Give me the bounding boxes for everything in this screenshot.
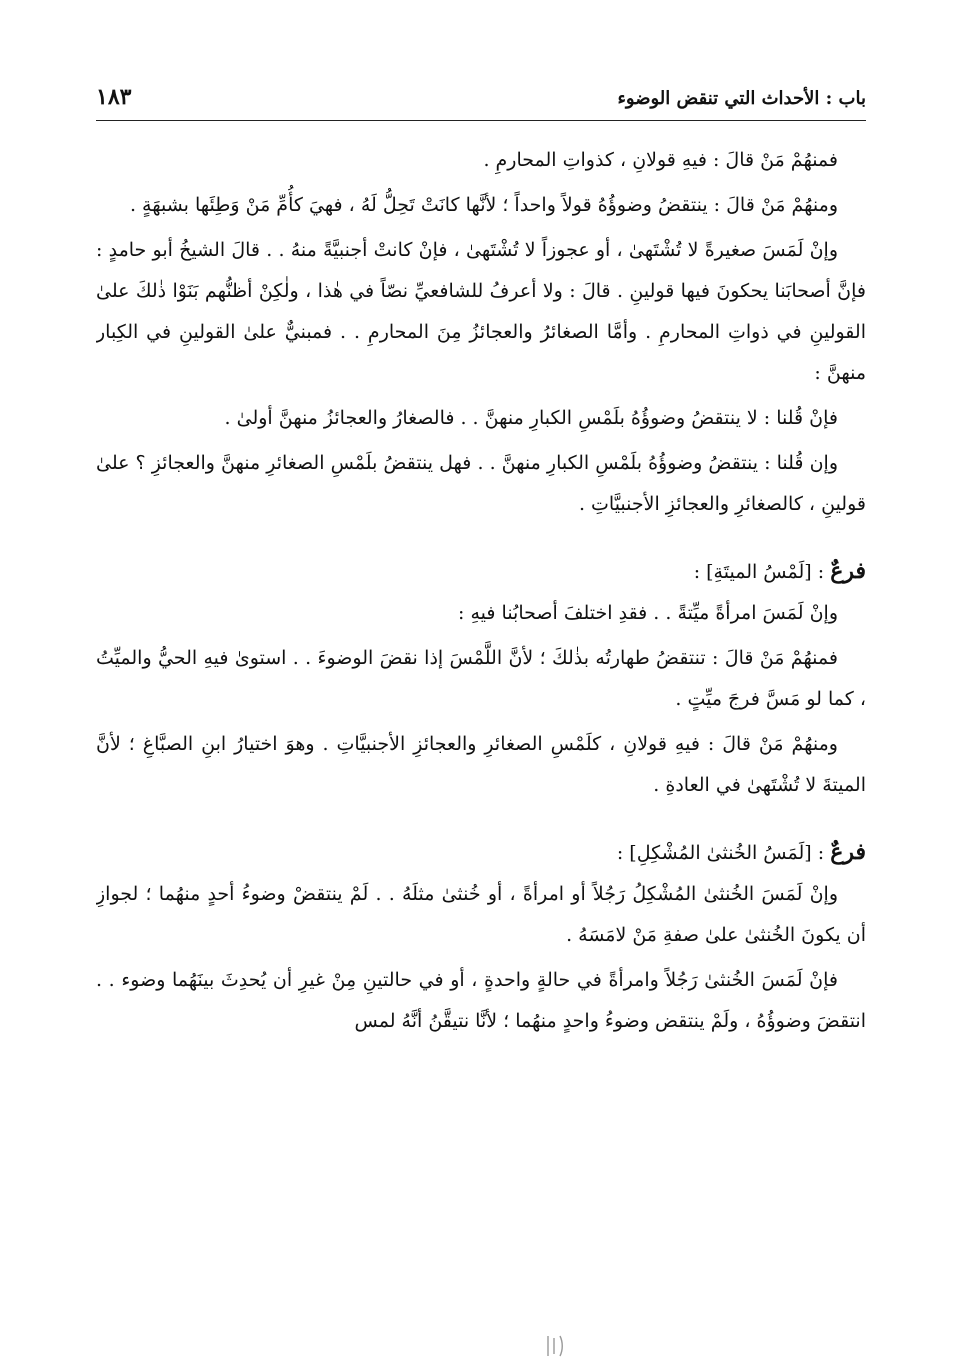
paragraph: فمنهُمْ مَنْ قالَ : تنتقضُ طهارتُه بذٰلكَ ؛ لأنَّ اللَّمْسَ إذا نقضَ الوضوءَ . . استوىٰ فيهِ الحيُّ والميِّتُ ، كما لو مَسَّ فرجَ ميِّتٍ . [96, 647, 866, 710]
running-title: باب : الأحداث التي تنقض الوضوء [617, 88, 866, 109]
paragraph: وإنْ لَمَسَ صغيرةً لا تُشْتَهىٰ ، أو عجوزاً لا تُشْتَهىٰ ، فإنْ كانتْ أجنبيَّةً منهُ . . قالَ الشيخُ أبو حامدٍ : فإنَّ أصحابَنا يحكونَ فيها قولينِ . قالَ : ولا أعرفُ للشافعيِّ نصّاً في هٰذا ، ولٰكِنْ أظنُّهم بَنَوْا ذٰلكَ علىٰ القولينِ في ذواتِ المحارمِ . وأمَّا الصغائرُ والعجائزُ مِنَ المحارمِ . . فمبنيٌّ علىٰ القولينِ في الكِبار منهنَّ : [96, 239, 866, 384]
section-heading [96, 551, 866, 593]
paragraph: ومنهُمْ مَنْ قالَ : ينتقضُ وضوؤُهُ قولاً واحداً ؛ لأنَّها كانَتْ تَحِلُّ لَهُ ، فهيَ كأُمِّ مَنْ وَطِئَها بشبهَةٍ . [129, 194, 838, 216]
paragraph: فإنْ قُلنا : لا ينتقضُ وضوؤُهُ بلَمْسِ الكبارِ منهنَّ . . فالصغارُ والعجائزُ منهنَّ أولىٰ . [224, 407, 838, 429]
paragraph: وإنْ لَمَسَ امرأةً ميِّتةً . . فقدِ اختلفَ أصحابُنا فيهِ : [458, 602, 838, 624]
scan-artifact [540, 1334, 570, 1358]
section-heading [96, 832, 866, 874]
paragraph: فإنْ لَمَسَ الخُنثىٰ رَجُلاً وامرأةً في حالةٍ واحدةٍ ، أو في حالتينِ مِنْ غيرِ أن يُحدِثَ بينَهُما وضوء . . انتقضَ وضوؤُهُ ، ولَمْ ينتقض وضوءُ واحدٍ منهُما ؛ لأنَّا نتيقَّنُ أنَّهُ لمس [96, 969, 866, 1032]
section-label: فرعٌ [830, 558, 866, 584]
section-title: : [لَمْسُ الميتَةِ] : [693, 561, 831, 583]
paragraph: فمنهُمْ مَنْ قالَ : فيهِ قولانِ ، كذواتِ المحارمِ . [483, 149, 838, 171]
page-body [96, 140, 866, 1320]
page-header [96, 80, 866, 121]
paragraph: وإنْ لَمَسَ الخُنثىٰ المُشْكِلُ رَجُلاً أو امرأةً ، أو خُنثىٰ مثلَهُ . . لَمْ ينتقضْ وضوءُ أحدٍ منهُما ؛ لجوازِ أن يكونَ الخُنثىٰ علىٰ صفةِ مَنْ لامَسَهُ . [96, 883, 866, 946]
page-number: ١٨٣ [96, 84, 132, 110]
scan-mark-icon [540, 1334, 570, 1358]
paragraph: وإن قُلنا : ينتقضُ وضوؤُهُ بلَمْسِ الكبارِ منهنَّ . . فهل ينتقضُ بلَمْسِ الصغائرِ منهنَّ والعجائزِ ؟ علىٰ قولينِ ، كالصغائرِ والعجائزِ الأجنبيَّاتِ . [96, 452, 866, 515]
section-title: : [لَمَسُ الخُنثىٰ المُشْكِلِ] : [616, 842, 831, 864]
paragraph: ومنهُمْ مَنْ قالَ : فيهِ قولانِ ، كلَمْسِ الصغائرِ والعجائزِ الأجنبيَّاتِ . وهوَ اختيارُ ابنِ الصبَّاغِ ؛ لأنَّ الميتةَ لا تُشْتَهىٰ في العادةِ . [96, 733, 866, 796]
section-label: فرعٌ [830, 839, 866, 865]
